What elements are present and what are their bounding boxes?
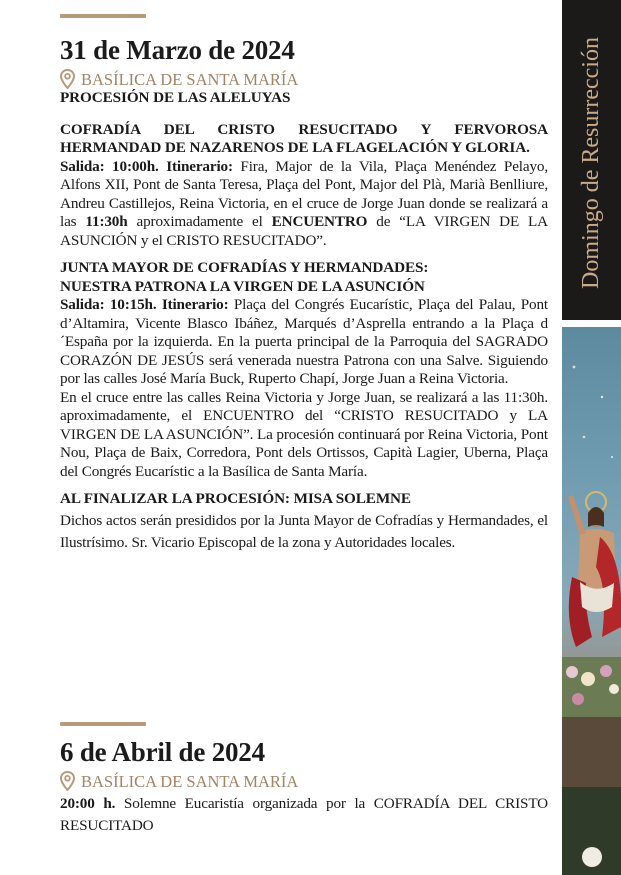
junta-heading-2: NUESTRA PATRONA LA VIRGEN DE LA ASUNCIÓN <box>60 277 425 295</box>
misa-text: Dichos actos serán presididos por la Junta Mayor de Cofradías y Hermandades, el Ilustrísimo. Sr. Vicario Episcopal de la zona y Autoridades locales. <box>60 511 548 551</box>
encounter-time: 11:30h <box>85 213 128 230</box>
junta-itinerary <box>60 296 548 389</box>
section-april-6 <box>60 722 548 837</box>
cofradia-itinerary <box>60 158 548 251</box>
side-title: Domingo de Resurrección <box>578 37 604 289</box>
location-pin-icon <box>60 69 75 89</box>
section-date: 31 de Marzo de 2024 <box>60 35 295 65</box>
eucaristia-time: 20:00 h. <box>60 795 116 812</box>
accent-rule <box>60 14 146 18</box>
venue-name: BASÍLICA DE SANTA MARÍA <box>81 69 299 89</box>
junta-encounter-paragraph: En el cruce entre las calles Reina Victoria y Jorge Juan, se realizará a las 11:30h. aproximadamente, el ENCUENTRO del “CRISTO RESUCITADO y LA VIRGEN DE LA ASUNCIÓN”. La procesión continuará por Reina Victoria, Pont Nou, Plaça de Baix, Corredora, Pont dels Ortissos, Capità Lagier, Uberna, Plaça del Congrés Eucarístic a la Basílica de Santa María. <box>60 388 548 480</box>
section-march-31 <box>60 14 548 554</box>
section-date-2: 6 de Abril de 2024 <box>60 737 265 767</box>
approx-text: aproximadamente el <box>127 213 272 230</box>
eucaristia-desc: Solemne Eucaristía organizada por la COFRADÍA DEL CRISTO RESUCITADO <box>60 795 548 834</box>
venue-name-2: BASÍLICA DE SANTA MARÍA <box>81 771 299 791</box>
accent-rule-2 <box>60 722 146 726</box>
encounter-label: ENCUENTRO <box>271 213 368 230</box>
junta-heading-1: JUNTA MAYOR DE COFRADÍAS Y HERMANDADES: <box>60 259 429 276</box>
salida-label-2: Salida: 10:15h. Itinerario: <box>60 296 229 313</box>
location-pin-icon <box>60 771 75 791</box>
procession-photo <box>562 327 621 875</box>
eucaristia-text <box>60 793 548 837</box>
cofradia-heading: COFRADÍA DEL CRISTO RESUCITADO Y FERVOROSA HERMANDAD DE NAZARENOS DE LA FLAGELACIÓN Y GLORIA. <box>60 120 548 156</box>
resurrected-christ-image <box>562 327 621 875</box>
salida-label: Salida: 10:00h. Itinerario: <box>60 157 233 175</box>
venue-line-2 <box>60 771 548 791</box>
itinerary-text: Fira, Major de la Vila, Plaça Menéndez Pelayo, Alfons XII, Pont de Santa Teresa, Plaça del Pont, Major del Plà, Marià Benlliure, Andreu Castillejos, Reina Victoria, en el cruce de Jorge Juan donde se realizará a las <box>60 157 548 230</box>
itinerary-text-2: Plaça del Congrés Eucarístic, Plaça del Palau, Pont d’Altamira, Vicente Blasco Ibáñez, Marqués d’Asprella entrando a la Plaça d´España por la izquierda. En la puerta principal de la Parroquia del SAGRADO CORAZÓN DE JESÚS será venerada nuestra Patrona con una Salve. Siguiendo por las calles José María Buck, Ruperto Chapí, Jorge Juan a Reina Victoria. <box>60 296 548 387</box>
encounter-text: de “LA VIRGEN DE LA ASUNCIÓN y el CRISTO RESUCITADO”. <box>60 213 548 249</box>
misa-heading: AL FINALIZAR LA PROCESIÓN: MISA SOLEMNE <box>60 490 411 507</box>
procession-title: PROCESIÓN DE LAS ALELUYAS <box>60 89 291 106</box>
venue-line <box>60 69 548 89</box>
